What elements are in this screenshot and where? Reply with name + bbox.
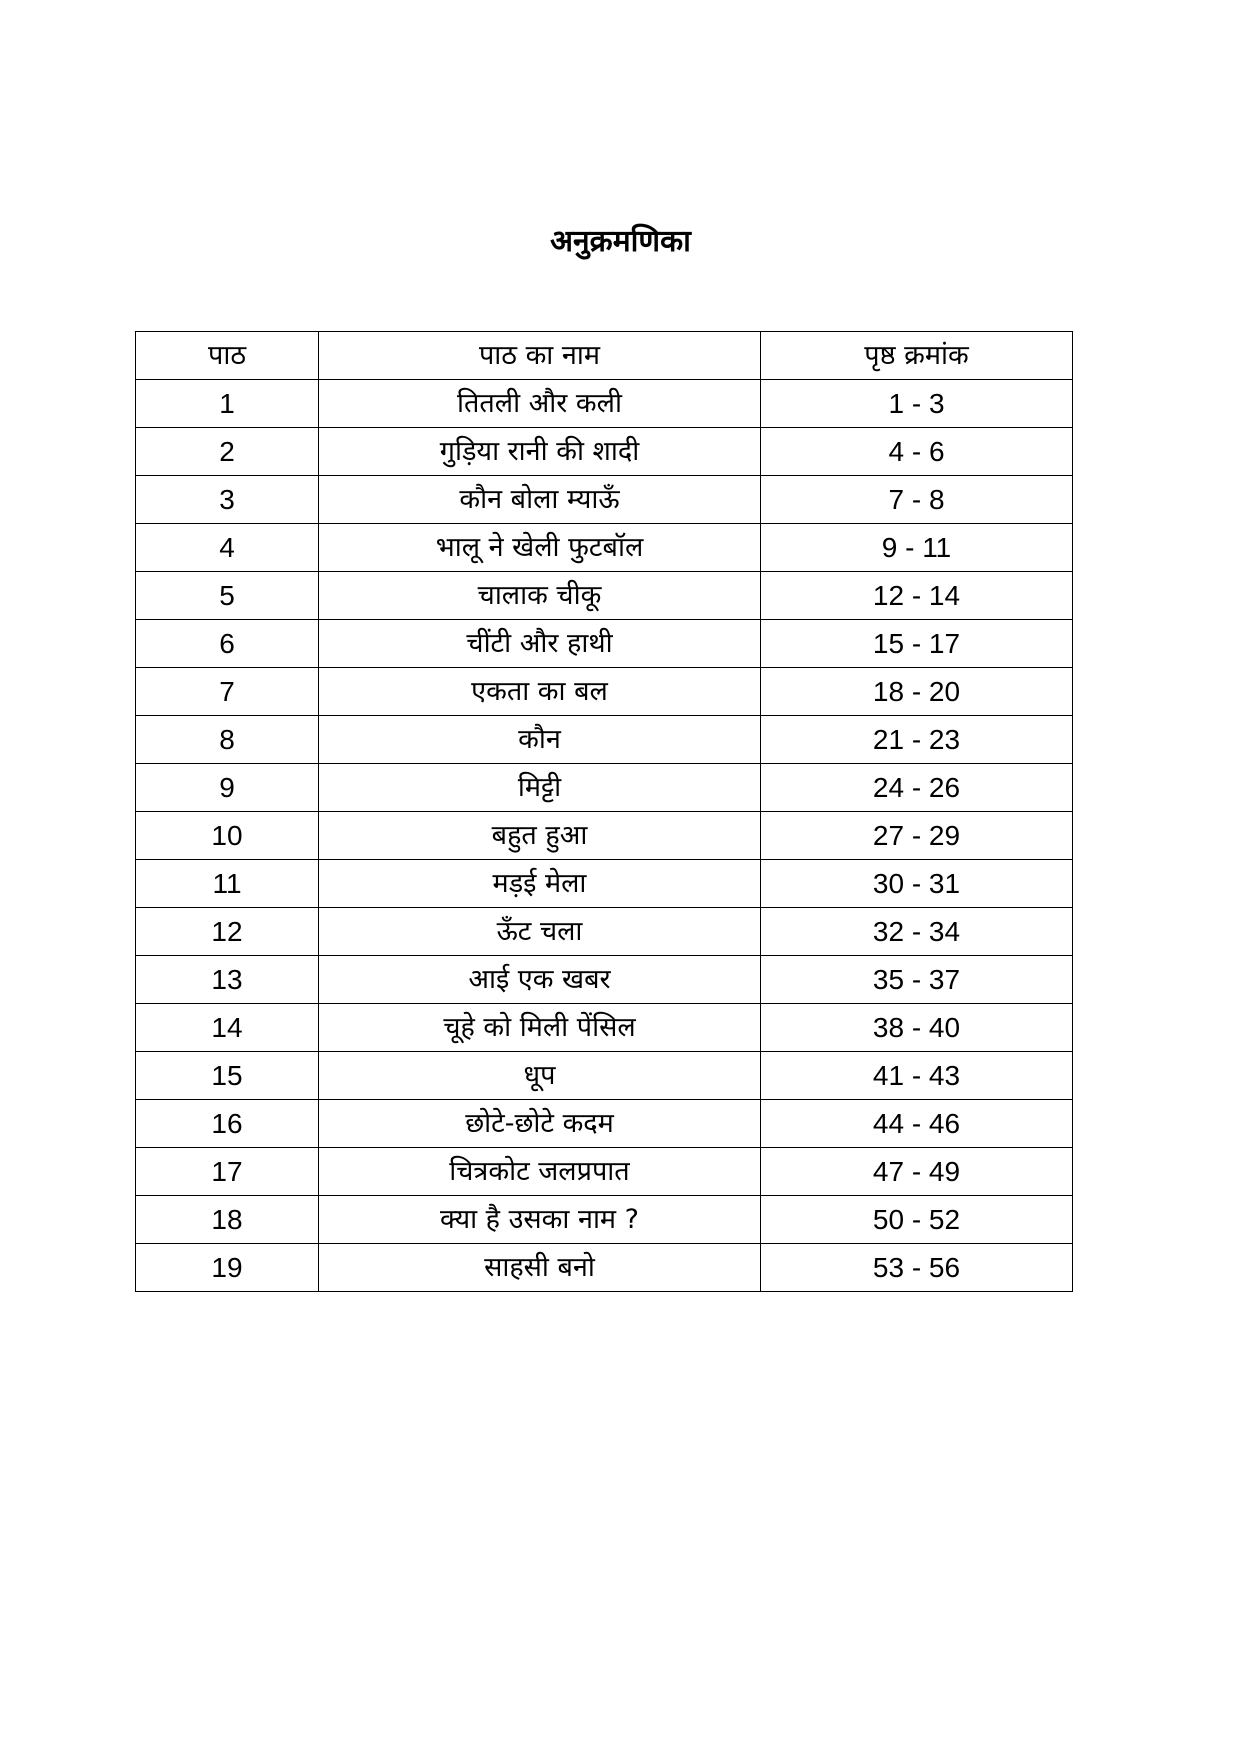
table-row <box>136 524 1073 572</box>
table-row <box>136 860 1073 908</box>
lesson-name-cell: बहुत हुआ <box>319 812 761 860</box>
lesson-number-cell: 13 <box>136 956 319 1004</box>
table-row <box>136 380 1073 428</box>
page-range-cell: 38 - 40 <box>761 1004 1073 1052</box>
lesson-number-cell: 12 <box>136 908 319 956</box>
lesson-name-cell: ऊँट चला <box>319 908 761 956</box>
table-row <box>136 620 1073 668</box>
lesson-number-cell: 2 <box>136 428 319 476</box>
page-range-cell: 1 - 3 <box>761 380 1073 428</box>
page-range-cell: 4 - 6 <box>761 428 1073 476</box>
lesson-number-cell: 3 <box>136 476 319 524</box>
lesson-name-cell: गुड़िया रानी की शादी <box>319 428 761 476</box>
page-range-cell: 12 - 14 <box>761 572 1073 620</box>
page-range-cell: 21 - 23 <box>761 716 1073 764</box>
table-row <box>136 956 1073 1004</box>
lesson-name-cell: चालाक चीकू <box>319 572 761 620</box>
lesson-number-cell: 4 <box>136 524 319 572</box>
table-body <box>136 380 1073 1292</box>
page-range-cell: 18 - 20 <box>761 668 1073 716</box>
lesson-number-cell: 17 <box>136 1148 319 1196</box>
lesson-number-cell: 10 <box>136 812 319 860</box>
table-row <box>136 764 1073 812</box>
table-row <box>136 1148 1073 1196</box>
table-row <box>136 1052 1073 1100</box>
page-range-cell: 7 - 8 <box>761 476 1073 524</box>
lesson-name-cell: आई एक खबर <box>319 956 761 1004</box>
lesson-name-cell: धूप <box>319 1052 761 1100</box>
table-row <box>136 716 1073 764</box>
lesson-number-cell: 9 <box>136 764 319 812</box>
lesson-number-cell: 11 <box>136 860 319 908</box>
page-range-cell: 24 - 26 <box>761 764 1073 812</box>
lesson-name-cell: चित्रकोट जलप्रपात <box>319 1148 761 1196</box>
page-range-cell: 9 - 11 <box>761 524 1073 572</box>
page-range-cell: 53 - 56 <box>761 1244 1073 1292</box>
table-row <box>136 1196 1073 1244</box>
lesson-number-cell: 19 <box>136 1244 319 1292</box>
table-of-contents <box>135 331 1073 1292</box>
lesson-number-cell: 1 <box>136 380 319 428</box>
page-range-cell: 44 - 46 <box>761 1100 1073 1148</box>
page-range-cell: 32 - 34 <box>761 908 1073 956</box>
lesson-name-cell: छोटे-छोटे कदम <box>319 1100 761 1148</box>
page-title: अनुक्रमणिका <box>550 224 691 259</box>
lesson-name-cell: क्या है उसका नाम ? <box>319 1196 761 1244</box>
table-row <box>136 908 1073 956</box>
lesson-name-cell: तितली और कली <box>319 380 761 428</box>
page-range-cell: 47 - 49 <box>761 1148 1073 1196</box>
lesson-name-cell: कौन <box>319 716 761 764</box>
lesson-name-cell: साहसी बनो <box>319 1244 761 1292</box>
header-page-range: पृष्ठ क्रमांक <box>761 332 1073 380</box>
table-row <box>136 668 1073 716</box>
lesson-name-cell: मड़ई मेला <box>319 860 761 908</box>
table-header-row <box>136 332 1073 380</box>
lesson-name-cell: मिट्टी <box>319 764 761 812</box>
header-lesson-number: पाठ <box>136 332 319 380</box>
table-row <box>136 1244 1073 1292</box>
table-row <box>136 428 1073 476</box>
lesson-name-cell: एकता का बल <box>319 668 761 716</box>
lesson-number-cell: 16 <box>136 1100 319 1148</box>
lesson-number-cell: 8 <box>136 716 319 764</box>
page-range-cell: 30 - 31 <box>761 860 1073 908</box>
lesson-number-cell: 14 <box>136 1004 319 1052</box>
page-range-cell: 41 - 43 <box>761 1052 1073 1100</box>
lesson-number-cell: 5 <box>136 572 319 620</box>
table-row <box>136 476 1073 524</box>
lesson-number-cell: 7 <box>136 668 319 716</box>
table-row <box>136 572 1073 620</box>
lesson-name-cell: कौन बोला म्याऊँ <box>319 476 761 524</box>
page-range-cell: 50 - 52 <box>761 1196 1073 1244</box>
page-range-cell: 27 - 29 <box>761 812 1073 860</box>
page-range-cell: 35 - 37 <box>761 956 1073 1004</box>
lesson-name-cell: भालू ने खेली फुटबॉल <box>319 524 761 572</box>
table-row <box>136 812 1073 860</box>
page-range-cell: 15 - 17 <box>761 620 1073 668</box>
header-lesson-name: पाठ का नाम <box>319 332 761 380</box>
lesson-number-cell: 6 <box>136 620 319 668</box>
lesson-number-cell: 18 <box>136 1196 319 1244</box>
lesson-name-cell: चींटी और हाथी <box>319 620 761 668</box>
table-row <box>136 1100 1073 1148</box>
lesson-number-cell: 15 <box>136 1052 319 1100</box>
lesson-name-cell: चूहे को मिली पेंसिल <box>319 1004 761 1052</box>
table-row <box>136 1004 1073 1052</box>
